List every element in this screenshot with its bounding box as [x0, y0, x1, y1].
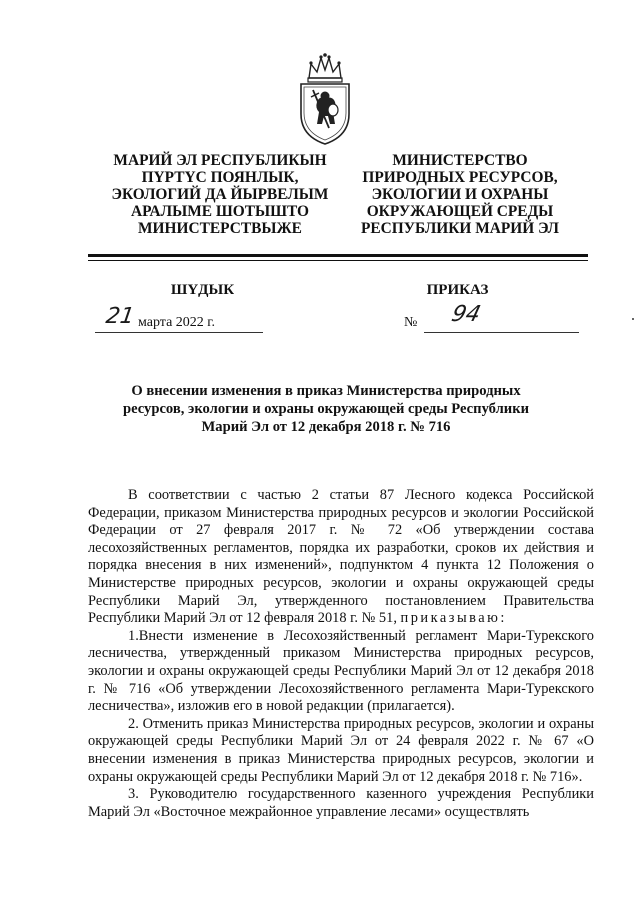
title-line: Марий Эл от 12 декабря 2018 г. № 716 [201, 419, 451, 435]
body-paragraph-2: 2. Отменить приказ Министерства природных ресурсов, экологии и охраны окружающей среды Республики Марий Эл от 24 февраля 2022 г. № 67 «О внесении изменения в приказ Министерства природных ресурсов, экологии и охраны окружающей среды Республики Марий Эл от 12 декабря 2018 г. № 716». [88, 715, 594, 785]
body-paragraph-preamble [88, 487, 594, 628]
order-word: приказываю: [400, 610, 507, 627]
header-left-line: ПҮРТҮС ПОЯНЛЫК, [141, 169, 299, 186]
header-right-line: РЕСПУБЛИКИ МАРИЙ ЭЛ [360, 220, 560, 237]
header-left-line: МИНИСТЕРСТВЫЖЕ [138, 220, 302, 237]
ministry-name-mari [95, 152, 345, 237]
doctype-russian: ПРИКАЗ [426, 282, 489, 298]
title-line: О внесении изменения в приказ Министерства природных [131, 383, 521, 399]
header-right-line: ЭКОЛОГИИ И ОХРАНЫ [371, 186, 549, 203]
number-underline [424, 312, 579, 333]
ministry-name-russian [335, 152, 585, 237]
body-paragraph-3: 3. Руководителю государственного казенного учреждения Республики Марий Эл «Восточное межрайонное управление лесами» осуществлять [88, 786, 594, 820]
header-right-line: МИНИСТЕРСТВО [392, 152, 528, 169]
date-day-handwritten: 21 [104, 304, 136, 329]
header-right-line: ПРИРОДНЫХ РЕСУРСОВ, [362, 169, 558, 186]
header-divider-thick [88, 254, 588, 257]
date-text: марта 2022 г. [138, 315, 215, 330]
doctype-mari: ШҮДЫК [170, 282, 235, 298]
title-line: ресурсов, экологии и охраны окружающей среды Республики [122, 401, 530, 417]
document-title [120, 382, 532, 436]
scan-speck [632, 318, 634, 320]
number-handwritten: 94 [448, 302, 484, 327]
coat-of-arms-icon [295, 52, 355, 146]
header-left-line: ЭКОЛОГИЙ ДА ЙЫРВЕЛЫМ [111, 186, 329, 203]
document-body [88, 487, 594, 821]
number-label: № [404, 315, 418, 330]
preamble-text: В соответствии с частью 2 статьи 87 Лесного кодекса Российской Федерации, приказом Министерства природных ресурсов и экологии Российской Федерации от 27 февраля 2017 г. № 72 «Об утверждении состава лесохозяйственных регламентов, порядка их разработки, сроков их действия и порядка внесения в них изменений», подпунктом 4 пункта 12 Положения о Министерстве природных ресурсов, экологии и охраны окружающей среды Республики Марий Эл, утвержденного постановлением Правительства Республики Марий Эл от 12 февраля 2018 г. № 51, [88, 487, 594, 627]
header-right-line: ОКРУЖАЮЩЕЙ СРЕДЫ [366, 203, 554, 220]
header-left-line: АРАЛЫМЕ ШОТЫШТО [130, 203, 310, 220]
body-paragraph-1: 1.Внести изменение в Лесохозяйственный регламент Мари-Турекского лесничества, утвержденный приказом Министерства природных ресурсов, экологии и охраны окружающей среды Республики Марий Эл от 12 декабря 2018 г. № 716 «Об утверждении Лесохозяйственного регламента Мари-Турекского лесничества», изложив его в новой редакции (прилагается). [88, 627, 594, 715]
header-divider-thin [88, 260, 588, 261]
header-left-line: МАРИЙ ЭЛ РЕСПУБЛИКЫН [113, 152, 327, 169]
